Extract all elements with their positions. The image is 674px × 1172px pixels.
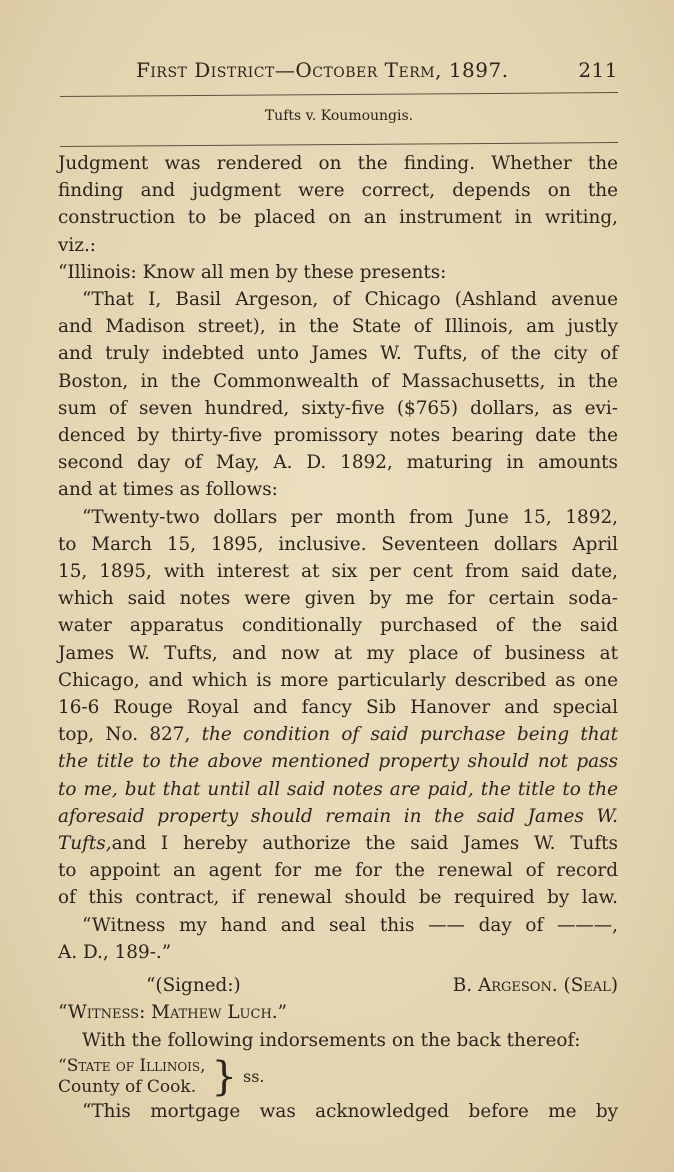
text-fragment: top, No. 827,	[58, 724, 202, 746]
text-line: Boston, in the Commonwealth of Massachusetts, in the	[58, 370, 618, 392]
italic-text: Tufts,	[58, 833, 112, 855]
witness-line: “Witness: Mathew Luch.”	[58, 1002, 288, 1024]
text-line: James W. Tufts, and now at my place of business at	[58, 642, 618, 664]
text-line: to appoint an agent for me for the renewal of record	[58, 860, 618, 882]
text-line: finding and judgment were correct, depends on the	[58, 180, 618, 202]
text-line: A. D., 189-.”	[58, 941, 172, 963]
signature-line	[58, 972, 618, 999]
header-rule	[60, 92, 618, 97]
italic-text: the condition of said purchase being that	[201, 724, 618, 746]
text-line: and at times as follows:	[58, 479, 278, 501]
text-line: and Madison street), in the State of Illinois, am justly	[58, 316, 618, 338]
brace-glyph: }	[211, 1053, 237, 1100]
text-line	[58, 830, 618, 857]
text-line: the title to the above mentioned property should not pass	[58, 751, 618, 773]
text-line: aforesaid property should remain in the said James W.	[58, 805, 618, 827]
venue-block	[58, 1053, 618, 1100]
running-head-rule	[60, 142, 618, 147]
text-line: “This mortgage was acknowledged before me by	[82, 1100, 618, 1122]
text-line: “That I, Basil Argeson, of Chicago (Ashland avenue	[82, 289, 618, 311]
header-title: First District—October Term, 1897.	[136, 58, 509, 82]
text-line: to March 15, 1895, inclusive. Seventeen dollars April	[58, 533, 618, 555]
text-fragment: and I hereby authorize the said James W. Tufts	[111, 833, 618, 855]
text-line: construction to be placed on an instrument in writing,	[58, 207, 618, 229]
venue-state: “State of Illinois,	[58, 1055, 206, 1076]
text-line: and truly indebted unto James W. Tufts, of the city of	[58, 343, 618, 365]
venue-ss: ss.	[242, 1067, 265, 1087]
running-head: Tufts v. Koumoungis.	[264, 108, 414, 124]
text-line: second day of May, A. D. 1892, maturing in amounts	[58, 452, 618, 474]
venue-county: County of Cook.	[58, 1076, 197, 1097]
signer-name: B. Argeson. (Seal)	[452, 975, 618, 997]
page-header	[136, 58, 618, 82]
text-line: 15, 1895, with interest at six per cent from said date,	[58, 561, 618, 583]
text-line: viz.:	[58, 234, 97, 256]
text-line: Judgment was rendered on the finding. Whether the	[58, 153, 618, 174]
text-line: “Witness my hand and seal this —— day of ———,	[82, 914, 618, 936]
text-line: Chicago, and which is more particularly described as one	[58, 669, 618, 691]
text-line: “Illinois: Know all men by these presents:	[58, 261, 447, 283]
text-line: sum of seven hundred, sixty-five ($765) dollars, as evi-	[58, 397, 618, 419]
page-number: 211	[578, 58, 618, 82]
venue-lines	[58, 1056, 206, 1098]
text-line	[58, 721, 618, 748]
text-line: water apparatus conditionally purchased of the said	[58, 615, 618, 637]
signed-label: “(Signed:)	[146, 975, 241, 997]
text-line: denced by thirty-five promissory notes bearing date the	[58, 425, 618, 447]
text-line: which said notes were given by me for certain soda-	[58, 588, 618, 610]
text-line: of this contract, if renewal should be required by law.	[58, 887, 618, 909]
text-line: With the following indorsements on the back thereof:	[82, 1029, 581, 1051]
page-body	[58, 150, 618, 1125]
text-line: to me, but that until all said notes are paid, the title to the	[58, 778, 618, 800]
text-line: 16-6 Rouge Royal and fancy Sib Hanover and special	[58, 697, 618, 719]
text-line: “Twenty-two dollars per month from June 15, 1892,	[82, 506, 618, 528]
